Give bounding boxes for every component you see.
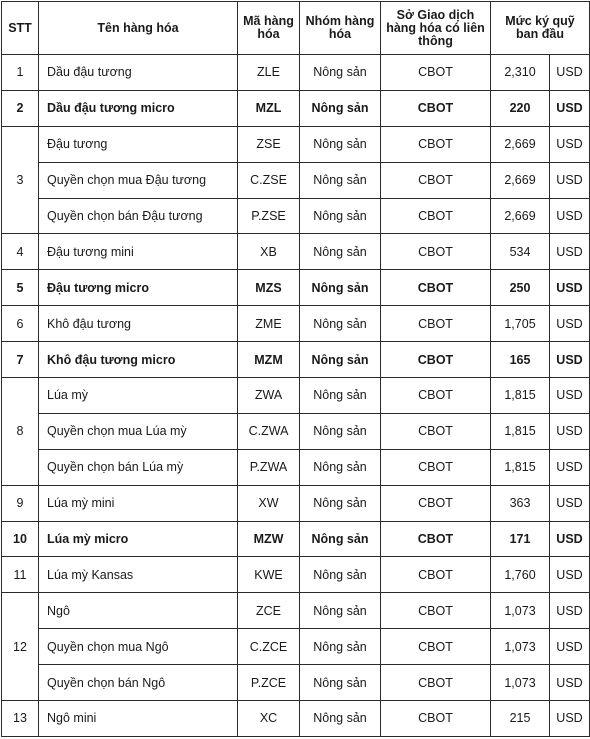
table-row [2, 449, 590, 485]
currency-cell: USD [550, 342, 590, 378]
stt-cell: 11 [2, 557, 39, 593]
name-cell: Dầu đậu tương micro [39, 90, 238, 126]
table-row [2, 162, 590, 198]
margin-value-cell: 534 [491, 234, 550, 270]
name-cell: Khô đậu tương [39, 306, 238, 342]
currency-cell: USD [550, 234, 590, 270]
currency-cell: USD [550, 593, 590, 629]
currency-cell: USD [550, 378, 590, 414]
table-row [2, 234, 590, 270]
margin-value-cell: 2,310 [491, 55, 550, 91]
group-cell: Nông sản [300, 270, 381, 306]
stt-cell: 10 [2, 521, 39, 557]
name-cell: Ngô [39, 593, 238, 629]
name-cell: Ngô mini [39, 701, 238, 737]
table-row [2, 270, 590, 306]
code-cell: MZM [238, 342, 300, 378]
code-cell: XW [238, 485, 300, 521]
group-cell: Nông sản [300, 593, 381, 629]
code-cell: P.ZCE [238, 665, 300, 701]
exchange-cell: CBOT [381, 378, 491, 414]
group-cell: Nông sản [300, 629, 381, 665]
currency-cell: USD [550, 629, 590, 665]
code-cell: P.ZSE [238, 198, 300, 234]
group-cell: Nông sản [300, 485, 381, 521]
group-cell: Nông sản [300, 306, 381, 342]
exchange-cell: CBOT [381, 90, 491, 126]
table-row [2, 557, 590, 593]
code-cell: ZSE [238, 126, 300, 162]
group-cell: Nông sản [300, 521, 381, 557]
group-cell: Nông sản [300, 701, 381, 737]
exchange-cell: CBOT [381, 55, 491, 91]
code-cell: MZL [238, 90, 300, 126]
name-cell: Đậu tương [39, 126, 238, 162]
header-margin: Mức ký quỹ ban đầu [491, 2, 590, 55]
code-cell: C.ZCE [238, 629, 300, 665]
table-row [2, 126, 590, 162]
name-cell: Lúa mỳ micro [39, 521, 238, 557]
currency-cell: USD [550, 485, 590, 521]
currency-cell: USD [550, 90, 590, 126]
group-cell: Nông sản [300, 55, 381, 91]
currency-cell: USD [550, 270, 590, 306]
exchange-cell: CBOT [381, 126, 491, 162]
code-cell: ZCE [238, 593, 300, 629]
code-cell: XB [238, 234, 300, 270]
code-cell: ZME [238, 306, 300, 342]
margin-value-cell: 215 [491, 701, 550, 737]
code-cell: MZS [238, 270, 300, 306]
name-cell: Đậu tương micro [39, 270, 238, 306]
group-cell: Nông sản [300, 198, 381, 234]
stt-cell: 6 [2, 306, 39, 342]
code-cell: P.ZWA [238, 449, 300, 485]
name-cell: Đậu tương mini [39, 234, 238, 270]
stt-cell: 2 [2, 90, 39, 126]
stt-cell: 9 [2, 485, 39, 521]
table-row [2, 593, 590, 629]
currency-cell: USD [550, 55, 590, 91]
margin-value-cell: 2,669 [491, 126, 550, 162]
exchange-cell: CBOT [381, 449, 491, 485]
currency-cell: USD [550, 198, 590, 234]
margin-value-cell: 1,815 [491, 449, 550, 485]
stt-cell: 13 [2, 701, 39, 737]
margin-value-cell: 1,760 [491, 557, 550, 593]
currency-cell: USD [550, 126, 590, 162]
stt-cell: 5 [2, 270, 39, 306]
header-exchange: Sở Giao dịch hàng hóa có liên thông [381, 2, 491, 55]
group-cell: Nông sản [300, 413, 381, 449]
table-row [2, 342, 590, 378]
margin-value-cell: 250 [491, 270, 550, 306]
code-cell: MZW [238, 521, 300, 557]
group-cell: Nông sản [300, 162, 381, 198]
group-cell: Nông sản [300, 557, 381, 593]
name-cell: Dầu đậu tương [39, 55, 238, 91]
code-cell: KWE [238, 557, 300, 593]
exchange-cell: CBOT [381, 629, 491, 665]
table-row [2, 198, 590, 234]
group-cell: Nông sản [300, 234, 381, 270]
code-cell: C.ZWA [238, 413, 300, 449]
margin-value-cell: 1,073 [491, 593, 550, 629]
margin-table [1, 1, 590, 737]
currency-cell: USD [550, 701, 590, 737]
currency-cell: USD [550, 162, 590, 198]
margin-value-cell: 1,073 [491, 629, 550, 665]
exchange-cell: CBOT [381, 413, 491, 449]
stt-cell: 7 [2, 342, 39, 378]
table-row [2, 378, 590, 414]
exchange-cell: CBOT [381, 162, 491, 198]
code-cell: C.ZSE [238, 162, 300, 198]
code-cell: ZWA [238, 378, 300, 414]
currency-cell: USD [550, 557, 590, 593]
margin-value-cell: 171 [491, 521, 550, 557]
header-name: Tên hàng hóa [39, 2, 238, 55]
table-row [2, 701, 590, 737]
table-row [2, 55, 590, 91]
header-stt: STT [2, 2, 39, 55]
table-row [2, 665, 590, 701]
code-cell: XC [238, 701, 300, 737]
group-cell: Nông sản [300, 90, 381, 126]
margin-value-cell: 1,815 [491, 413, 550, 449]
name-cell: Lúa mỳ Kansas [39, 557, 238, 593]
margin-value-cell: 363 [491, 485, 550, 521]
table-row [2, 413, 590, 449]
exchange-cell: CBOT [381, 270, 491, 306]
name-cell: Quyền chọn mua Ngô [39, 629, 238, 665]
name-cell: Khô đậu tương micro [39, 342, 238, 378]
header-group: Nhóm hàng hóa [300, 2, 381, 55]
group-cell: Nông sản [300, 449, 381, 485]
group-cell: Nông sản [300, 378, 381, 414]
margin-value-cell: 2,669 [491, 198, 550, 234]
stt-cell: 4 [2, 234, 39, 270]
stt-cell: 1 [2, 55, 39, 91]
exchange-cell: CBOT [381, 521, 491, 557]
margin-value-cell: 220 [491, 90, 550, 126]
table-row [2, 629, 590, 665]
exchange-cell: CBOT [381, 701, 491, 737]
table-row [2, 306, 590, 342]
margin-value-cell: 2,669 [491, 162, 550, 198]
table-row [2, 90, 590, 126]
header-row [2, 2, 590, 55]
name-cell: Lúa mỳ mini [39, 485, 238, 521]
stt-cell: 3 [2, 126, 39, 234]
group-cell: Nông sản [300, 126, 381, 162]
margin-value-cell: 1,073 [491, 665, 550, 701]
stt-cell: 8 [2, 378, 39, 486]
margin-value-cell: 165 [491, 342, 550, 378]
exchange-cell: CBOT [381, 234, 491, 270]
currency-cell: USD [550, 665, 590, 701]
exchange-cell: CBOT [381, 342, 491, 378]
currency-cell: USD [550, 306, 590, 342]
margin-value-cell: 1,815 [491, 378, 550, 414]
currency-cell: USD [550, 449, 590, 485]
margin-value-cell: 1,705 [491, 306, 550, 342]
exchange-cell: CBOT [381, 665, 491, 701]
exchange-cell: CBOT [381, 485, 491, 521]
group-cell: Nông sản [300, 342, 381, 378]
code-cell: ZLE [238, 55, 300, 91]
name-cell: Quyền chọn bán Ngô [39, 665, 238, 701]
name-cell: Quyền chọn mua Lúa mỳ [39, 413, 238, 449]
exchange-cell: CBOT [381, 593, 491, 629]
stt-cell: 12 [2, 593, 39, 701]
exchange-cell: CBOT [381, 306, 491, 342]
exchange-cell: CBOT [381, 557, 491, 593]
header-code: Mã hàng hóa [238, 2, 300, 55]
name-cell: Quyền chọn mua Đậu tương [39, 162, 238, 198]
name-cell: Quyền chọn bán Đậu tương [39, 198, 238, 234]
exchange-cell: CBOT [381, 198, 491, 234]
currency-cell: USD [550, 413, 590, 449]
name-cell: Lúa mỳ [39, 378, 238, 414]
name-cell: Quyền chọn bán Lúa mỳ [39, 449, 238, 485]
currency-cell: USD [550, 521, 590, 557]
table-row [2, 521, 590, 557]
group-cell: Nông sản [300, 665, 381, 701]
table-row [2, 485, 590, 521]
